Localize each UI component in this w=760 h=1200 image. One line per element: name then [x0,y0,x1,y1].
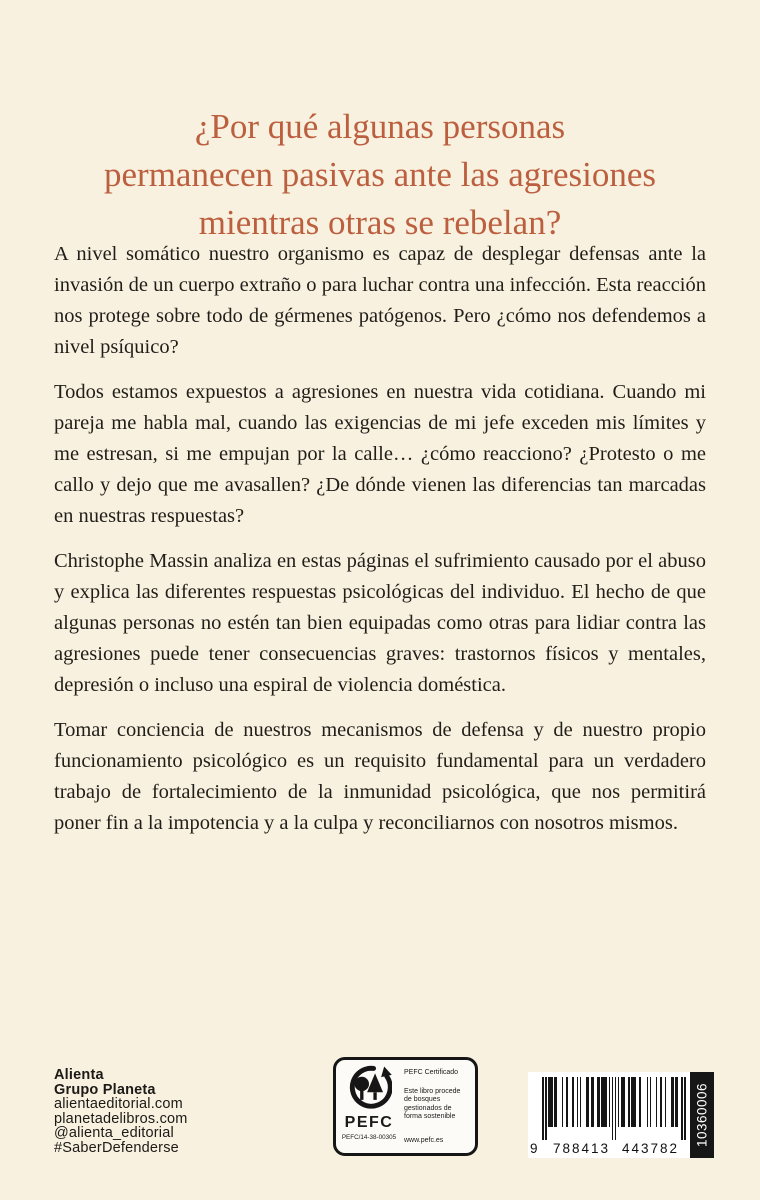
isbn-right-group: 443782 [621,1141,680,1156]
publisher-hashtag: #SaberDefenderse [54,1139,179,1156]
pefc-claim: Este libro procede de bosques gestionados de forma sostenible [404,1087,461,1121]
pefc-logo-column [336,1060,402,1153]
headline [28,103,732,247]
pefc-certification-label [333,1057,478,1156]
headline-line: mientras otras se rebelan? [198,203,562,243]
synopsis-text [54,239,706,853]
product-code-vertical: 10360006 [694,1082,710,1148]
pefc-url: www.pefc.es [404,1137,444,1145]
paragraph: Todos estamos expuestos a agresiones en nuestra vida cotidiana. Cuando mi pareja me habla mal, cuando las exigencias de mi jefe exceden mis límites y me estresan, si me empujan por la calle… ¿cómo reacciono? ¿Protesto o me callo y dejo que me avasallen? ¿De dónde vienen las diferencias tan marcadas en nuestras respuestas? [54,381,706,527]
pefc-wordmark: PEFC [344,1114,394,1131]
barcode-area [528,1072,690,1158]
pefc-cert-number: PEFC/14-38-00305 [341,1134,397,1141]
paragraph: A nivel somático nuestro organismo es capaz de desplegar defensas ante la invasión de un cuerpo extraño o para luchar contra una infección. Esta reacción nos protege sobre todo de gérmenes patógenos. Pero ¿cómo nos defendemos a nivel psíquico? [54,243,706,358]
headline-line: permanecen pasivas ante las agresiones [104,155,656,195]
publisher-group: Grupo Planeta [54,1081,156,1098]
pefc-certified-label: PEFC Certificado [404,1069,459,1076]
isbn-digits [530,1141,685,1156]
headline-line: ¿Por qué algunas personas [194,107,566,147]
paragraph: Tomar conciencia de nuestros mecanismos de defensa y de nuestro propio funcionamiento psicológico es un requisito fundamental para un verdadero trabajo de fortalecimiento de la inmunidad psicológica, que nos permitirá poner fin a la impotencia y a la culpa y reconciliarnos con nosotros mismos. [54,719,706,834]
ean13-barcode-icon [542,1077,687,1141]
pefc-trees-recycle-icon [346,1065,392,1114]
pefc-text-column [402,1060,475,1153]
publisher-brand: Alienta [54,1067,104,1083]
isbn-left-group: 788413 [552,1141,611,1156]
barcode-label [528,1072,714,1158]
publisher-website: alientaeditorial.com [54,1096,183,1113]
paragraph: Christophe Massin analiza en estas páginas el sufrimiento causado por el abuso y explica las diferentes respuestas psicológicas del individuo. El hecho de que algunas personas no estén tan bien equipadas como otras para lidiar contra las agresiones puede tener consecuencias graves: trastornos físicos y mentales, depresión o incluso una espiral de violencia doméstica. [54,550,706,696]
isbn-first-digit: 9 [530,1141,538,1156]
publisher-block [54,1068,188,1156]
publisher-website: planetadelibros.com [54,1110,188,1127]
publisher-social-handle: @alienta_editorial [54,1125,174,1142]
barcode-side-strip [690,1072,714,1158]
